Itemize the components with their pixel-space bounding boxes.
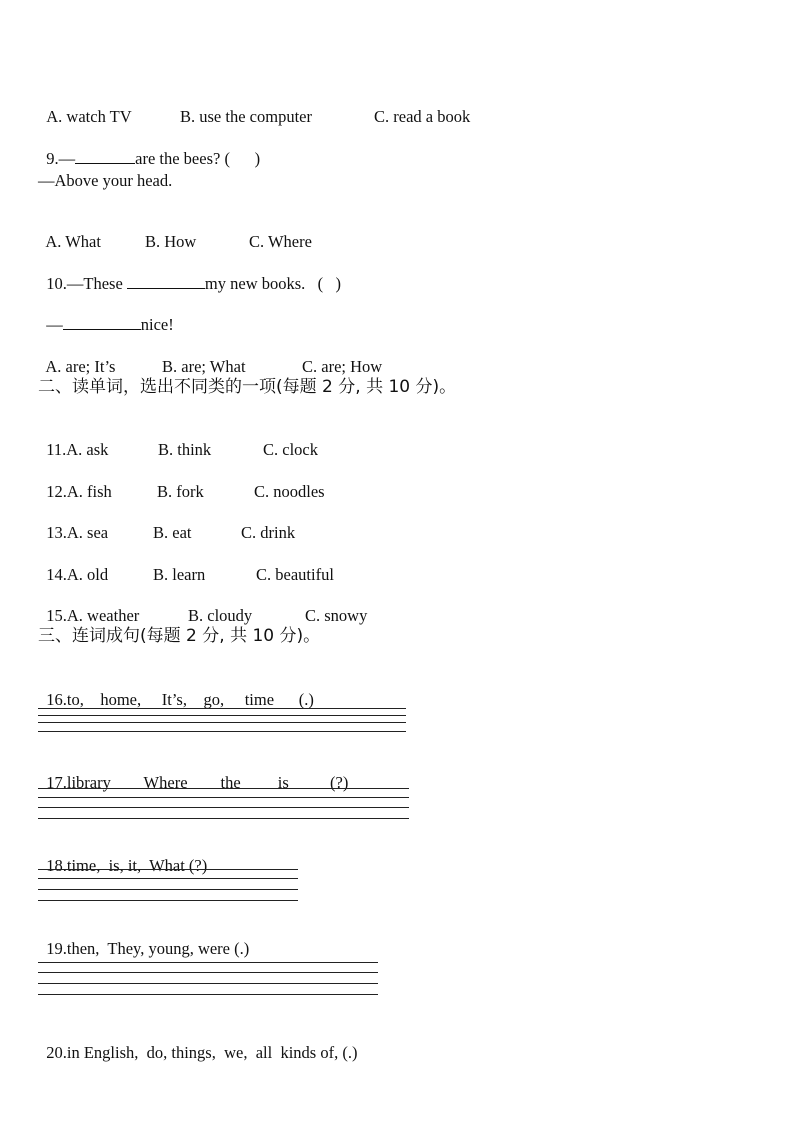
q13-option-a: A. sea (66, 523, 109, 542)
q19-answer-line-3[interactable] (38, 983, 378, 984)
q8-option-b: B. use the computer (180, 107, 312, 126)
q9-options (38, 212, 312, 252)
q11-option-b: B. think (158, 440, 212, 459)
q19-words: then, They, young, were (.) (66, 939, 250, 958)
q15-row (38, 586, 368, 626)
q10-suffix: my new books. ( ) (204, 274, 342, 293)
q16-number: 16. (46, 690, 67, 709)
q17-answer-line-4[interactable] (38, 818, 409, 819)
q9-option-b: B. How (145, 232, 197, 251)
q10-blank-2[interactable] (63, 315, 141, 330)
q9-prefix: 9.— (46, 149, 76, 168)
q8-option-c: C. read a book (374, 107, 471, 126)
q16-row (38, 670, 314, 710)
q18-row (38, 836, 207, 876)
q9-blank[interactable] (75, 149, 135, 164)
q12-option-b: B. fork (157, 482, 204, 501)
q11-option-a: A. ask (66, 440, 109, 459)
q20-number: 20. (46, 1043, 67, 1062)
q16-answer-line-1[interactable] (38, 708, 406, 709)
q20-words: in English, do, things, we, all kinds of, (.) (66, 1043, 358, 1062)
q18-words: time, is, it, What (?) (66, 856, 208, 875)
q18-answer-line-2[interactable] (38, 878, 298, 879)
q10-option-b: B. are; What (162, 357, 246, 376)
q18-answer-line-4[interactable] (38, 900, 298, 901)
q9-suffix: are the bees? ( ) (135, 149, 261, 168)
q16-words: to, home, It’s, go, time (.) (66, 690, 314, 709)
q9-option-a: A. What (45, 232, 101, 251)
q14-row (38, 545, 334, 585)
q9-question (38, 129, 260, 169)
q17-row (38, 753, 348, 793)
q14-option-b: B. learn (153, 565, 206, 584)
q19-row (38, 919, 249, 959)
q16-answer-line-2[interactable] (38, 715, 406, 716)
section-3-title: 三、连词成句(每题 2 分, 共 10 分)。 (38, 626, 321, 646)
q13-option-c: C. drink (241, 523, 296, 542)
q17-answer-line-1[interactable] (38, 788, 409, 789)
q8-option-a: A. watch TV (46, 107, 132, 126)
q9-option-c: C. Where (249, 232, 312, 251)
q18-answer-line-1[interactable] (38, 869, 298, 870)
q13-number: 13. (46, 523, 67, 542)
q15-number: 15. (46, 606, 67, 625)
q19-answer-line-4[interactable] (38, 994, 378, 995)
q10-prefix: 10.—These (46, 274, 127, 293)
q13-row (38, 503, 296, 543)
q12-option-a: A. fish (66, 482, 112, 501)
q16-answer-line-4[interactable] (38, 731, 406, 732)
q10-reply-suffix: nice! (140, 315, 174, 334)
q18-answer-line-3[interactable] (38, 889, 298, 890)
q11-option-c: C. clock (263, 440, 318, 459)
q15-option-c: C. snowy (305, 606, 368, 625)
q11-row (38, 420, 318, 460)
q17-number: 17. (46, 773, 67, 792)
q20-row (38, 1023, 357, 1063)
q10-reply-prefix: — (46, 315, 63, 334)
q17-words: library Where the is (?) (66, 773, 349, 792)
q14-option-a: A. old (66, 565, 109, 584)
q16-answer-line-3[interactable] (38, 722, 406, 723)
q12-row (38, 462, 325, 502)
q11-number: 11. (46, 440, 67, 459)
q19-answer-line-1[interactable] (38, 962, 378, 963)
q10-options (38, 337, 383, 377)
q10-option-a: A. are; It’s (45, 357, 116, 376)
q10-question (38, 254, 341, 294)
section-2-title: 二、读单词，选出不同类的一项(每题 2 分, 共 10 分)。 (38, 377, 457, 397)
q9-answer: —Above your head. (38, 171, 173, 190)
q13-option-b: B. eat (153, 523, 192, 542)
q14-number: 14. (46, 565, 67, 584)
q12-number: 12. (46, 482, 67, 501)
q19-answer-line-2[interactable] (38, 972, 378, 973)
q10-reply (38, 295, 174, 335)
q12-option-c: C. noodles (254, 482, 325, 501)
q8-options (38, 87, 471, 127)
q17-answer-line-2[interactable] (38, 797, 409, 798)
q18-number: 18. (46, 856, 67, 875)
q15-option-b: B. cloudy (188, 606, 253, 625)
q14-option-c: C. beautiful (256, 565, 334, 584)
q10-blank-1[interactable] (127, 274, 205, 289)
q10-option-c: C. are; How (302, 357, 383, 376)
q15-option-a: A. weather (66, 606, 140, 625)
q17-answer-line-3[interactable] (38, 807, 409, 808)
q19-number: 19. (46, 939, 67, 958)
